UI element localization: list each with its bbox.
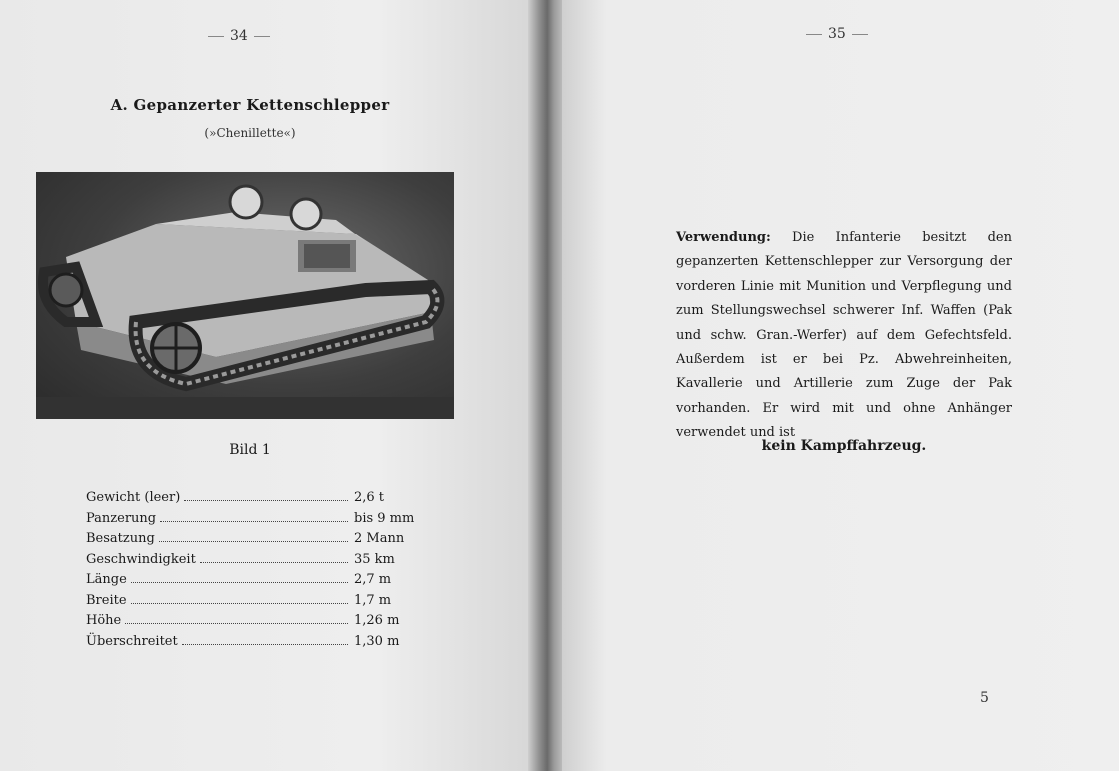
spec-value: 35 km — [354, 551, 395, 567]
usage-body: Die Infanterie besitzt den gepanzerten Kettenschlepper zur Versorgung der vorderen Linie mit Munition und Verpflegung und zum Stellungswechsel schwerer Inf. Waffen (Pak und schw. Gran.-Werfer) auf dem Gefechtsfeld. Außerdem ist er bei Pz. Abwehreinheiten, Kavallerie und Artillerie zum Zuge der Pak vorhanden. Er wird mit und ohne Anhänger verwendet und ist — [676, 230, 1012, 441]
tank-photo — [36, 172, 454, 419]
spec-row — [86, 531, 426, 552]
figure-caption: Bild 1 — [229, 442, 271, 458]
spec-row — [86, 552, 426, 573]
spec-label: Überschreitet — [86, 633, 178, 649]
spec-label: Gewicht (leer) — [86, 490, 181, 505]
spec-row — [86, 572, 426, 593]
spec-label: Breite — [86, 592, 127, 608]
page-subtitle: (»Chenillette«) — [204, 126, 296, 140]
page-number-right: 35 — [800, 26, 874, 42]
usage-emphasis: kein Kampffahrzeug. — [761, 438, 927, 454]
spec-row — [86, 593, 426, 614]
spec-value: 1,26 m — [354, 613, 400, 628]
spec-table — [86, 490, 426, 654]
spec-value: 2,6 t — [354, 490, 385, 505]
spec-value: bis 9 mm — [354, 510, 415, 526]
page-number-left: 34 — [202, 28, 276, 44]
usage-heading: Verwendung: — [676, 230, 771, 245]
spec-label: Höhe — [86, 613, 122, 628]
spec-row — [86, 634, 426, 655]
spec-row — [86, 511, 426, 532]
spec-label: Länge — [86, 572, 127, 587]
spec-value: 1,30 m — [354, 633, 400, 649]
spec-row — [86, 490, 426, 511]
footer-number: 5 — [980, 690, 989, 706]
page-title: A. Gepanzerter Kettenschlepper — [110, 96, 390, 114]
spec-label: Panzerung — [86, 510, 157, 526]
spec-value: 2 Mann — [354, 531, 405, 546]
spec-label: Geschwindigkeit — [86, 551, 196, 567]
spec-label: Besatzung — [86, 531, 155, 546]
spec-row — [86, 613, 426, 634]
usage-paragraph — [676, 226, 1012, 446]
spec-value: 1,7 m — [354, 592, 392, 608]
spec-value: 2,7 m — [354, 572, 392, 587]
left-page — [0, 0, 540, 771]
